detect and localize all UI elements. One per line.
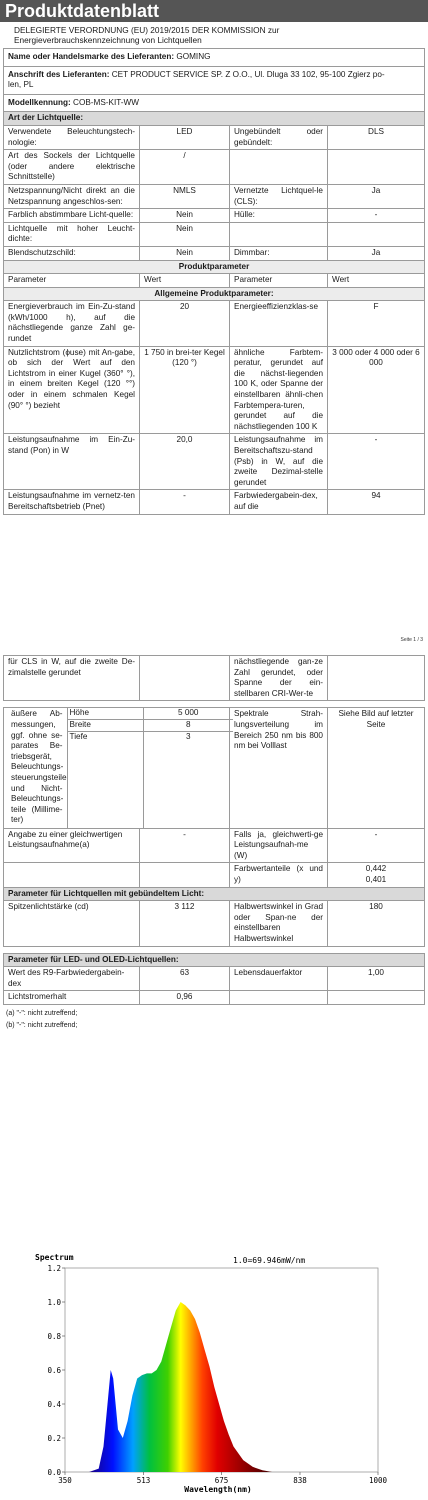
page-title: Produktdatenblatt bbox=[0, 0, 428, 22]
table-row bbox=[4, 222, 425, 246]
dimensions-row bbox=[4, 708, 425, 828]
param-label bbox=[230, 150, 328, 185]
spectrum-chart bbox=[33, 1250, 388, 1495]
table-row bbox=[4, 125, 425, 149]
param-label: Lichtstromerhalt bbox=[4, 991, 140, 1005]
param-label: Energieverbrauch im Ein-Zu-stand (kWh/1000 h), auf die nächstliegende ganze Zahl ge-rundet bbox=[4, 301, 140, 346]
model-value: COB-MS-KIT-WW bbox=[73, 97, 139, 107]
chromaticity-value: 0,442 0,401 bbox=[328, 863, 425, 887]
col-value-header: Wert bbox=[140, 274, 230, 288]
param-label: Leistungsaufnahme im Bereitschaftszu-stand (Psb) in W, auf die zweite Dezimal-stelle gerundet bbox=[230, 434, 328, 490]
param-value: 1,00 bbox=[328, 967, 425, 991]
supplier-name-label: Name oder Handelsmarke des Lieferanten: bbox=[8, 52, 175, 61]
directional-header-row bbox=[4, 887, 425, 901]
y-tick-label: 0.0 bbox=[47, 1468, 61, 1477]
y-tick-label: 1.2 bbox=[47, 1264, 61, 1273]
param-value: LED bbox=[140, 125, 230, 149]
param-value: Ja bbox=[328, 246, 425, 260]
column-header-row bbox=[4, 274, 425, 288]
param-label: ähnliche Farbtem-peratur, gerundet auf die nächst-liegenden 100 K, oder Spanne der einstellbaren ähnli-chen Farbtempera-turen, gerundet auf die nächstliegenden 100 K bbox=[230, 346, 328, 434]
dimensions-table bbox=[7, 708, 233, 827]
param-label: Nutzlichtstrom (ϕuse) mit An-gabe, ob sich der Wert auf den Lichtstrom in einer Kugel (360° °), in einem breiten Kegel (120 °°) oder in einem schmalen Kegel (90° °) bezieht bbox=[4, 346, 140, 434]
param-label: Leistungsaufnahme im Ein-Zu-stand (Pon) in W bbox=[4, 434, 140, 490]
supplier-name: GOMING bbox=[176, 52, 211, 61]
datasheet-page-2 bbox=[0, 655, 428, 1032]
table-row bbox=[4, 901, 425, 946]
table-row bbox=[4, 828, 425, 863]
dimension-value: 8 bbox=[143, 719, 233, 731]
param-label: Dimmbar: bbox=[230, 246, 328, 260]
table-row bbox=[4, 346, 425, 434]
param-value: F bbox=[328, 301, 425, 346]
col-param-header: Parameter bbox=[4, 274, 140, 288]
param-value: - bbox=[140, 490, 230, 514]
param-value bbox=[140, 863, 230, 887]
param-label: Vernetzte Lichtquel-le (CLS): bbox=[230, 184, 328, 208]
x-tick-label: 838 bbox=[293, 1476, 307, 1485]
y-tick-label: 0.6 bbox=[47, 1366, 61, 1375]
param-label: Ungebündelt oder gebündelt: bbox=[230, 125, 328, 149]
param-value: Nein bbox=[140, 222, 230, 246]
table-row bbox=[4, 863, 425, 887]
dimension-name: Tiefe bbox=[67, 731, 143, 828]
param-label: Halbwertswinkel in Grad oder Span-ne der einstellbaren Halbwertswinkel bbox=[230, 901, 328, 946]
x-tick-label: 675 bbox=[214, 1476, 229, 1485]
param-value bbox=[328, 991, 425, 1005]
param-label bbox=[230, 222, 328, 246]
param-value: 20 bbox=[140, 301, 230, 346]
param-value: Nein bbox=[140, 246, 230, 260]
general-header: Allgemeine Produktparameter: bbox=[4, 287, 425, 301]
chart-annotation: 1.0=69.946mW/nm bbox=[233, 1256, 306, 1265]
table-row bbox=[4, 246, 425, 260]
param-value: 1 750 in brei-ter Kegel (120 °) bbox=[140, 346, 230, 434]
x-tick-label: 1000 bbox=[368, 1476, 388, 1485]
param-value: 3 000 oder 4 000 oder 6 000 bbox=[328, 346, 425, 434]
datasheet-table-page-1 bbox=[3, 48, 425, 515]
y-tick-label: 0.8 bbox=[47, 1332, 61, 1341]
param-label: für CLS in W, auf die zweite De-zimalstelle gerundet bbox=[4, 656, 140, 701]
param-value: Nein bbox=[140, 209, 230, 223]
param-value: 20,0 bbox=[140, 434, 230, 490]
footnote: (a) "-": nicht zutreffend; bbox=[6, 1009, 78, 1017]
param-value bbox=[328, 150, 425, 185]
intro-line: DELEGIERTE VERORDNUNG (EU) 2019/2015 DER KOMMISSION zur bbox=[14, 25, 280, 35]
param-label: nächstliegende gan-ze Zahl gerundet, oder Spanne der ein-stellbaren CRI-Wer-te bbox=[230, 656, 328, 701]
param-label: Verwendete Beleuchtungstech-nologie: bbox=[4, 125, 140, 149]
address-label: Anschrift des Lieferanten: bbox=[8, 69, 110, 79]
param-value: - bbox=[140, 828, 230, 863]
model-row bbox=[4, 94, 425, 112]
light-type-header: Art der Lichtquelle: bbox=[4, 112, 425, 126]
param-value: 180 bbox=[328, 901, 425, 946]
param-label: Art des Sockels der Lichtquelle (oder andere elektrische Schnittstelle) bbox=[4, 150, 140, 185]
table-row bbox=[4, 991, 425, 1005]
x-tick-label: 513 bbox=[136, 1476, 151, 1485]
y-tick-label: 1.0 bbox=[47, 1298, 61, 1307]
regulation-intro bbox=[0, 22, 428, 48]
table-row bbox=[4, 150, 425, 185]
param-label: Hülle: bbox=[230, 209, 328, 223]
led-header-row bbox=[4, 953, 425, 967]
param-label: Falls ja, gleichwerti-ge Leistungsaufnah-me (W) bbox=[230, 828, 328, 863]
param-label bbox=[230, 991, 328, 1005]
model-label: Modellkennung: bbox=[8, 97, 71, 107]
general-header-row bbox=[4, 287, 425, 301]
table-row bbox=[4, 490, 425, 514]
param-value bbox=[140, 656, 230, 701]
param-value: / bbox=[140, 150, 230, 185]
param-value: 0,96 bbox=[140, 991, 230, 1005]
param-value: Ja bbox=[328, 184, 425, 208]
light-type-header-row bbox=[4, 112, 425, 126]
product-params-header: Produktparameter bbox=[4, 260, 425, 274]
y-tick-label: 0.2 bbox=[47, 1434, 61, 1443]
intro-line: Energieverbrauchskennzeichnung von Lichtquellen bbox=[14, 35, 202, 45]
param-value: - bbox=[328, 828, 425, 863]
address-row bbox=[4, 66, 425, 94]
param-label: Energieeffizienzklas-se bbox=[230, 301, 328, 346]
param-label: Farblich abstimmbare Licht-quelle: bbox=[4, 209, 140, 223]
param-label: Farbwertanteile (x und y) bbox=[230, 863, 328, 887]
table-row bbox=[4, 209, 425, 223]
table-row bbox=[4, 301, 425, 346]
param-value: 94 bbox=[328, 490, 425, 514]
param-label bbox=[4, 863, 140, 887]
param-label: Lebensdauerfaktor bbox=[230, 967, 328, 991]
dimensions-label: äußere Ab-messungen, ggf. ohne se-parates Be-triebsgerät, Beleuchtungs-steuerungsteile und Nicht-Beleuchtungs-teile (Millime-ter) bbox=[7, 708, 67, 827]
param-label: Wert des R9-Farbwiedergabein-dex bbox=[4, 967, 140, 991]
param-label: Lichtquelle mit hoher Leucht-dichte: bbox=[4, 222, 140, 246]
chart-title: Spectrum bbox=[35, 1253, 74, 1262]
param-value: 63 bbox=[140, 967, 230, 991]
page-number: Seite 1 / 3 bbox=[400, 637, 423, 643]
table-row bbox=[4, 434, 425, 490]
dimension-name: Höhe bbox=[67, 708, 143, 719]
param-value bbox=[328, 656, 425, 701]
table-row bbox=[4, 967, 425, 991]
param-label: Spektrale Strah-lungsverteilung im Bereich 250 nm bis 800 nm bei Volllast bbox=[230, 708, 328, 828]
param-value: DLS bbox=[328, 125, 425, 149]
param-label: Spitzenlichtstärke (cd) bbox=[4, 901, 140, 946]
footnote: (b) "-": nicht zutreffend; bbox=[6, 1021, 78, 1029]
supplier-name-row bbox=[4, 49, 425, 67]
param-value: Siehe Bild auf letzter Seite bbox=[328, 708, 425, 828]
param-value: - bbox=[328, 434, 425, 490]
datasheet-page-1 bbox=[0, 0, 428, 515]
param-label: Farbwiedergabein-dex, auf die bbox=[230, 490, 328, 514]
led-header: Parameter für LED- und OLED-Lichtquellen: bbox=[4, 953, 425, 967]
param-label: Blendschutzschild: bbox=[4, 246, 140, 260]
table-row bbox=[4, 656, 425, 701]
param-label: Leistungsaufnahme im vernetz-ten Bereitschaftsbetrieb (Pnet) bbox=[4, 490, 140, 514]
x-tick-label: 350 bbox=[58, 1476, 72, 1485]
dimension-name: Breite bbox=[67, 719, 143, 731]
dimension-value: 5 000 bbox=[143, 708, 233, 719]
y-tick-label: 0.4 bbox=[47, 1400, 61, 1409]
param-label: Netzspannung/Nicht direkt an die Netzspannung angeschlos-sen: bbox=[4, 184, 140, 208]
param-label: Angabe zu einer gleichwertigen Leistungsaufnahme(a) bbox=[4, 828, 140, 863]
col-value-header: Wert bbox=[328, 274, 425, 288]
product-params-header-row bbox=[4, 260, 425, 274]
datasheet-table-page-2 bbox=[3, 655, 425, 1005]
param-value: - bbox=[328, 209, 425, 223]
param-value bbox=[328, 222, 425, 246]
param-value: NMLS bbox=[140, 184, 230, 208]
col-param-header: Parameter bbox=[230, 274, 328, 288]
directional-header: Parameter für Lichtquellen mit gebündeltem Licht: bbox=[4, 887, 425, 901]
dimension-value: 3 bbox=[185, 731, 191, 741]
address-line: CET PRODUCT SERVICE SP. Z O.O., Ul. Dluga 33 102, 95-100 Zgierz po- bbox=[111, 69, 385, 79]
x-axis-label: Wavelength(nm) bbox=[184, 1485, 252, 1494]
address-line: len, PL bbox=[8, 80, 34, 90]
param-value: 3 112 bbox=[140, 901, 230, 946]
table-row bbox=[4, 184, 425, 208]
